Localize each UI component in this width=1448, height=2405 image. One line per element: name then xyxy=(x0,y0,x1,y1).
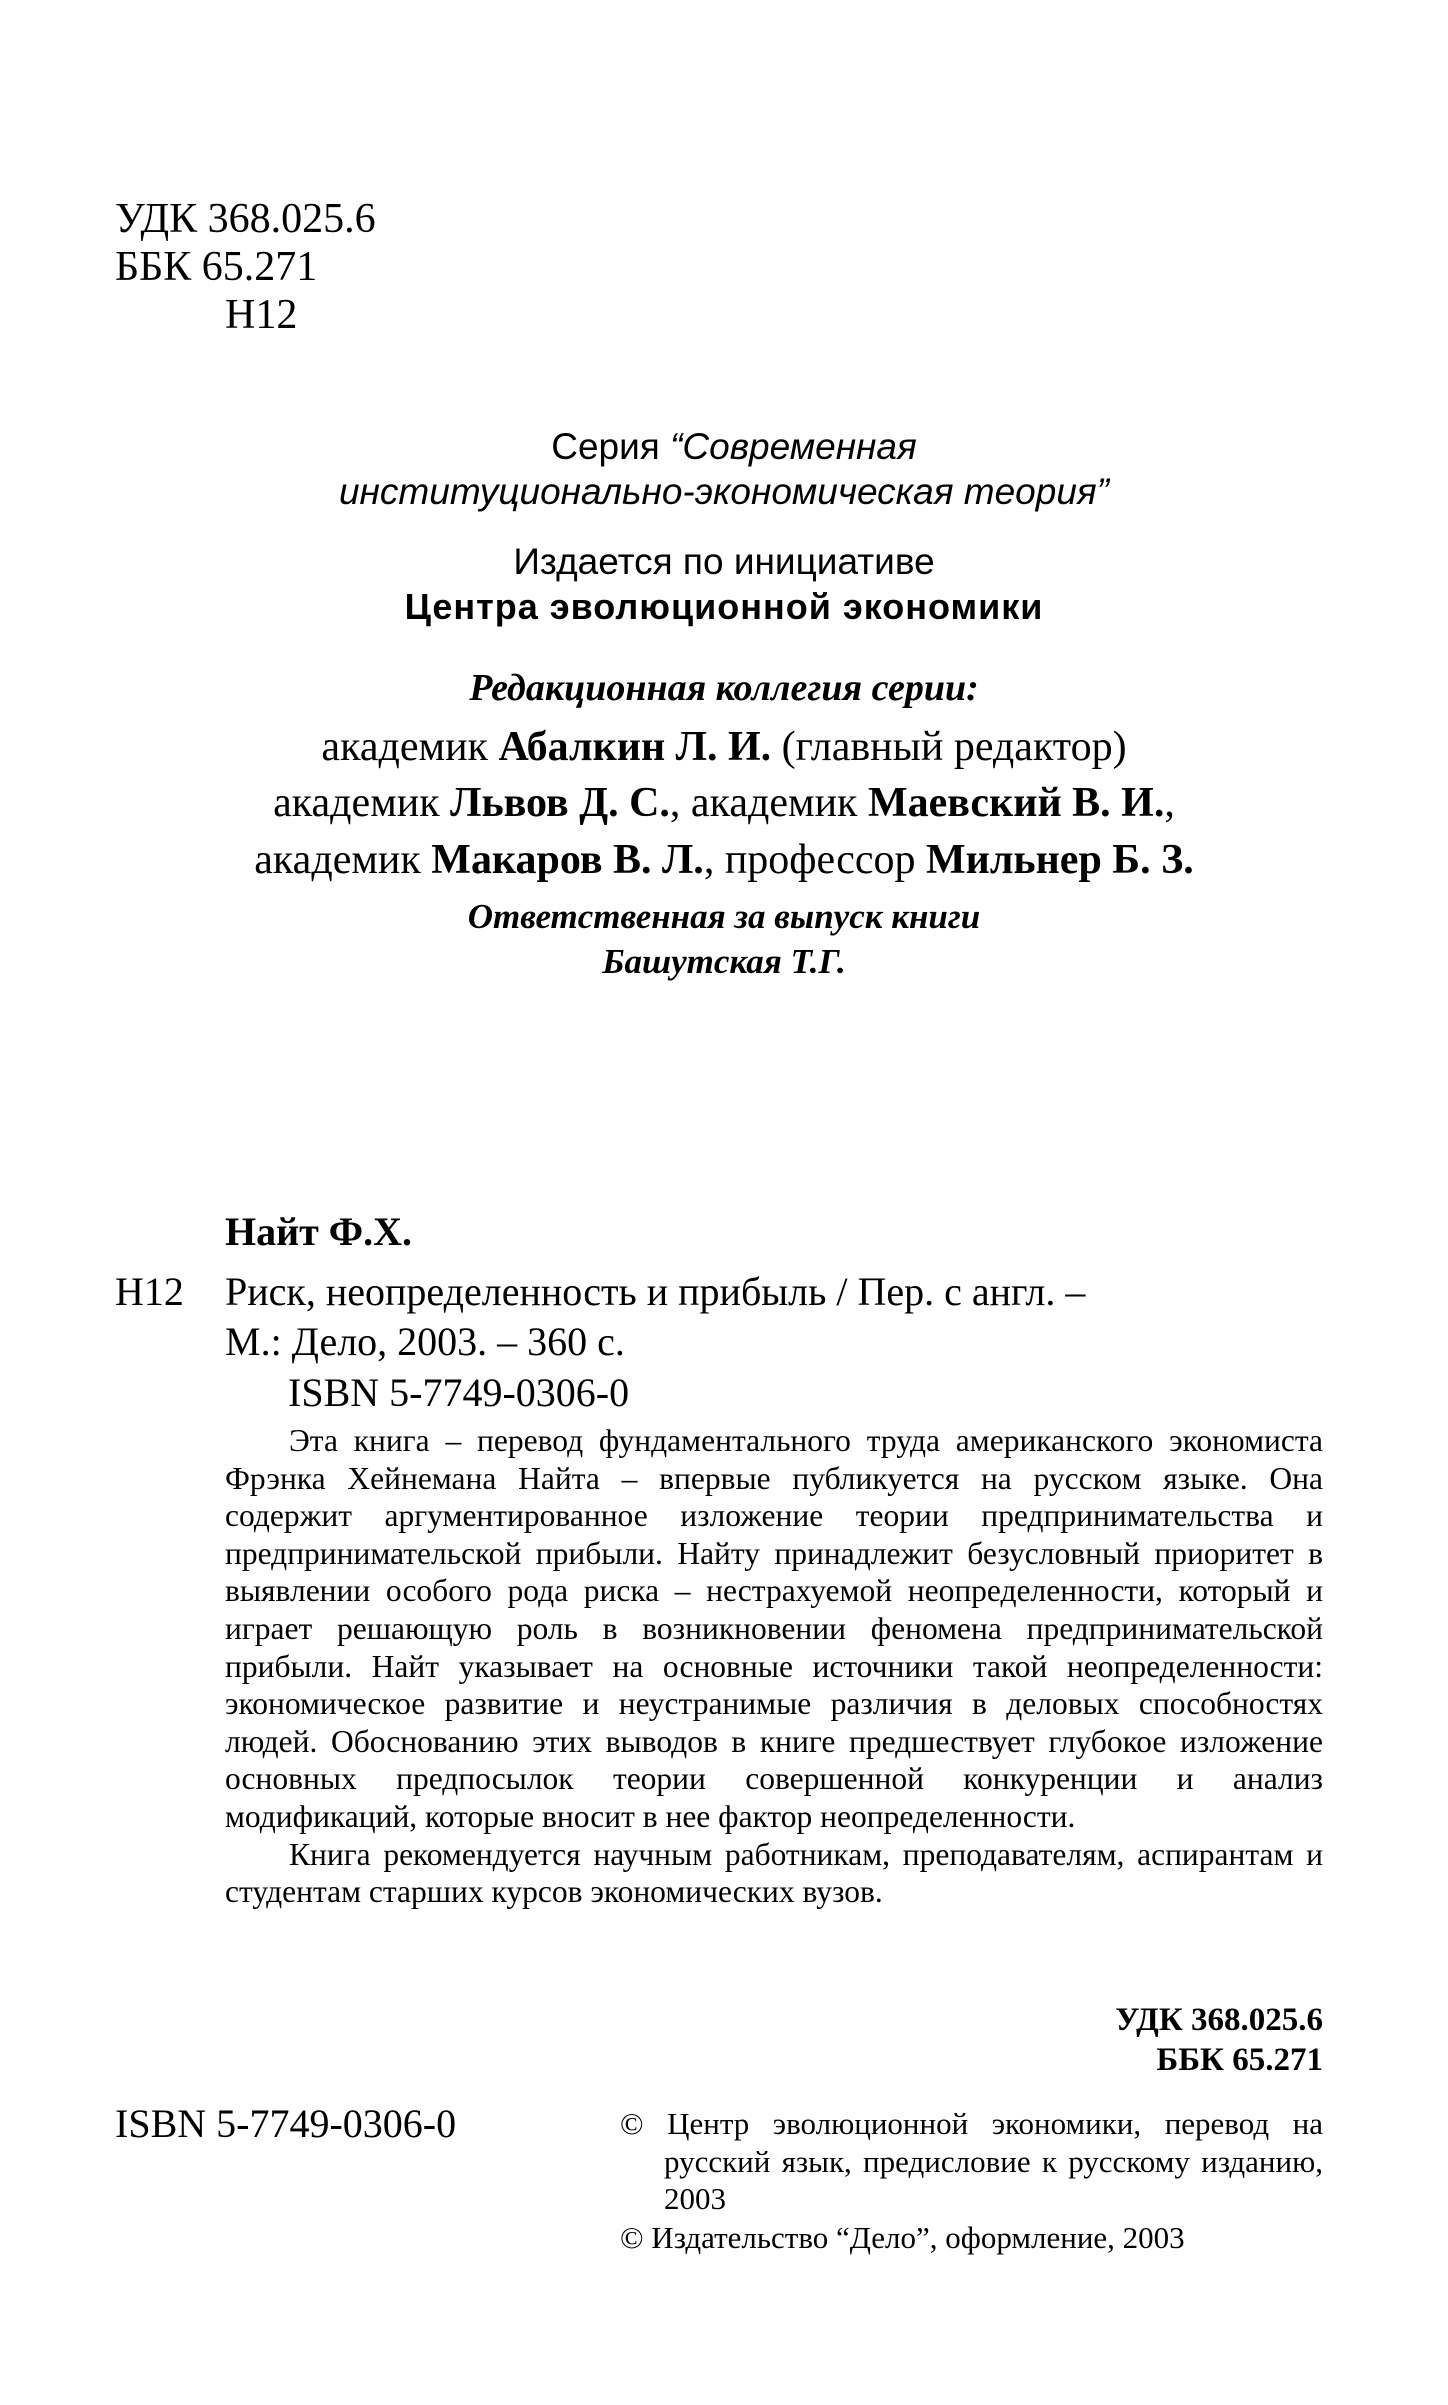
footer-bbk: ББК 65.271 xyxy=(1156,2042,1323,2078)
initiative-line: Издается по инициативе xyxy=(513,541,935,582)
editor-role: , академик xyxy=(669,780,868,826)
editor-role: академик xyxy=(321,724,499,770)
editor-role: , xyxy=(1164,780,1175,826)
book-imprint: М.: Дело, 2003. – 360 с. xyxy=(225,1319,625,1364)
book-author: Найт Ф.Х. xyxy=(225,1209,413,1254)
footer-classification xyxy=(1115,2000,1323,2080)
bbk-code: ББК 65.271 xyxy=(115,244,318,290)
editor-name: Мильнер Б. З. xyxy=(925,837,1194,883)
copyright-block xyxy=(620,2105,1323,2256)
editor-role: , профессор xyxy=(703,837,926,883)
abstract-paragraph-2: Книга рекомендуется научным работникам, преподавателям, аспирантам и студентам старших курсов экономических вузов. xyxy=(225,1836,1323,1910)
udk-code: УДК 368.025.6 xyxy=(115,196,376,242)
responsible-name: Башутская Т.Г. xyxy=(602,942,846,981)
copyright-design: © Издательство “Дело”, оформление, 2003 xyxy=(620,2219,1185,2255)
editorial-board-line-3 xyxy=(0,835,1448,885)
editor-role: (главный редактор) xyxy=(771,724,1127,770)
footer-isbn: ISBN 5-7749-0306-0 xyxy=(115,2101,457,2146)
editor-name: Львов Д. С. xyxy=(450,780,670,826)
book-abstract xyxy=(225,1422,1323,1911)
bibliography-mark: Н12 xyxy=(115,1269,184,1314)
editorial-board-title: Редакционная коллегия серии: xyxy=(469,667,979,709)
editor-name: Абалкин Л. И. xyxy=(498,724,772,770)
editorial-board-line-2 xyxy=(0,778,1448,828)
responsible-label: Ответственная за выпуск книги xyxy=(467,897,981,936)
series-line-1 xyxy=(0,425,1448,469)
author-mark: Н12 xyxy=(225,292,298,338)
editor-role: академик xyxy=(254,837,432,883)
series-name-part-1: “Современная xyxy=(670,426,917,467)
editor-name: Макаров В. Л. xyxy=(431,837,704,883)
book-title: Риск, неопределенность и прибыль / Пер. с англ. – xyxy=(225,1269,1086,1314)
editor-role: академик xyxy=(273,780,451,826)
series-line-2 xyxy=(0,470,1448,514)
series-prefix: Серия xyxy=(551,426,671,467)
editor-name: Маевский В. И. xyxy=(867,780,1165,826)
book-isbn: ISBN 5-7749-0306-0 xyxy=(288,1370,630,1415)
initiative-organization: Центра эволюционной экономики xyxy=(404,586,1044,627)
copyright-translation: © Центр эволюционной экономики, перевод на русский язык, предисловие к русскому изданию, 2003 xyxy=(620,2106,1323,2216)
classification-block xyxy=(115,195,376,339)
abstract-paragraph-1: Эта книга – перевод фундаментального труда американского экономиста Фрэнка Хейнемана Найта – впервые публикуется на русском языке. Она содержит аргументированное изложение теории предпринимательства и предпринимательской прибыли. Найту принадлежит безусловный приоритет в выявлении особого рода риска – нестрахуемой неопределенности, который и играет решающую роль в возникновении феномена предпринимательской прибыли. Найт указывает на основные источники такой неопределенности: экономическое развитие и неустранимые различия в деловых способностях людей. Обоснованию этих выводов в книге предшествует глубокое изложение основных предпосылок теории совершенной конкуренции и анализ модификаций, которые вносит в нее фактор неопределенности. xyxy=(225,1423,1323,1834)
footer-udk: УДК 368.025.6 xyxy=(1115,2002,1323,2038)
series-name-part-2: институционально-экономическая теория” xyxy=(338,471,1109,512)
editorial-board-line-1 xyxy=(0,722,1448,772)
